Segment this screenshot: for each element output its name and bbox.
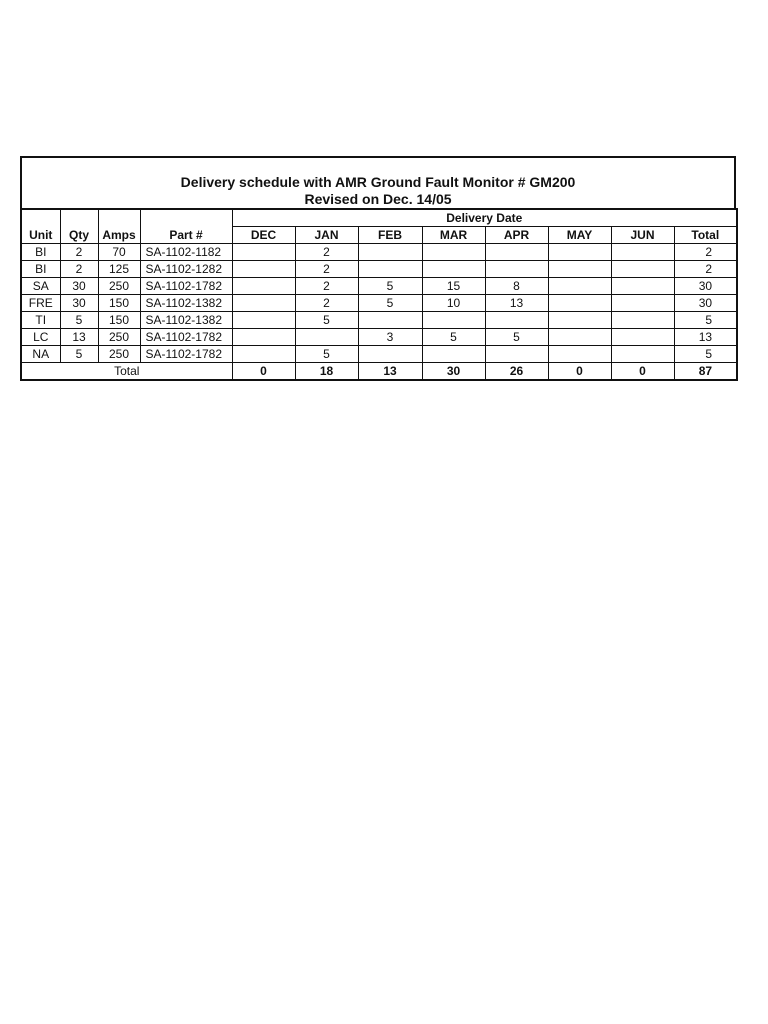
unit-cell: NA (21, 346, 60, 363)
month-cell: 2 (295, 295, 358, 312)
col-month-jun: JUN (611, 227, 674, 244)
month-total-cell: 30 (422, 363, 485, 381)
part-cell: SA-1102-1382 (140, 312, 232, 329)
part-cell: SA-1102-1182 (140, 244, 232, 261)
col-month-may: MAY (548, 227, 611, 244)
month-cell (232, 295, 295, 312)
amps-cell: 150 (98, 295, 140, 312)
amps-cell: 150 (98, 312, 140, 329)
unit-cell: SA (21, 278, 60, 295)
month-cell (611, 329, 674, 346)
month-cell (611, 346, 674, 363)
month-cell (548, 278, 611, 295)
col-month-dec: DEC (232, 227, 295, 244)
month-cell: 2 (295, 261, 358, 278)
month-cell (295, 329, 358, 346)
unit-cell: BI (21, 261, 60, 278)
month-cell (548, 261, 611, 278)
month-cell (611, 244, 674, 261)
month-cell: 2 (295, 244, 358, 261)
month-cell (611, 295, 674, 312)
month-cell (548, 295, 611, 312)
month-cell (232, 312, 295, 329)
month-cell (422, 312, 485, 329)
qty-cell: 2 (60, 261, 98, 278)
revised-date: Revised on Dec. 14/05 (20, 191, 736, 208)
table-row (21, 329, 737, 346)
col-month-feb: FEB (358, 227, 422, 244)
row-total-cell: 2 (674, 244, 737, 261)
col-unit: Unit (21, 209, 60, 244)
totals-label: Total (21, 363, 232, 381)
table-row (21, 244, 737, 261)
col-part: Part # (140, 209, 232, 244)
row-total-cell: 30 (674, 295, 737, 312)
month-cell: 5 (295, 346, 358, 363)
col-qty: Qty (60, 209, 98, 244)
part-cell: SA-1102-1782 (140, 278, 232, 295)
month-cell (422, 244, 485, 261)
month-cell (485, 312, 548, 329)
amps-cell: 250 (98, 346, 140, 363)
row-total-cell: 5 (674, 346, 737, 363)
amps-cell: 125 (98, 261, 140, 278)
month-cell (485, 346, 548, 363)
table-row (21, 278, 737, 295)
month-cell: 10 (422, 295, 485, 312)
col-month-jan: JAN (295, 227, 358, 244)
month-cell (358, 346, 422, 363)
month-cell: 15 (422, 278, 485, 295)
qty-cell: 5 (60, 346, 98, 363)
table-row (21, 295, 737, 312)
table-row (21, 261, 737, 278)
amps-cell: 250 (98, 329, 140, 346)
month-total-cell: 0 (548, 363, 611, 381)
delivery-schedule (20, 156, 736, 381)
unit-cell: FRE (21, 295, 60, 312)
month-cell: 5 (485, 329, 548, 346)
amps-cell: 250 (98, 278, 140, 295)
schedule-title: Delivery schedule with AMR Ground Fault Monitor # GM200 (180, 174, 576, 190)
month-cell (548, 244, 611, 261)
month-cell: 13 (485, 295, 548, 312)
month-cell (485, 261, 548, 278)
table-row (21, 312, 737, 329)
month-total-cell: 0 (611, 363, 674, 381)
month-cell (548, 346, 611, 363)
row-total-cell: 5 (674, 312, 737, 329)
qty-cell: 30 (60, 278, 98, 295)
month-cell: 5 (422, 329, 485, 346)
qty-cell: 30 (60, 295, 98, 312)
month-cell (358, 312, 422, 329)
part-cell: SA-1102-1782 (140, 329, 232, 346)
totals-row (21, 363, 737, 381)
schedule-title-box (20, 156, 736, 191)
month-cell (548, 329, 611, 346)
month-cell (232, 278, 295, 295)
col-month-mar: MAR (422, 227, 485, 244)
unit-cell: LC (21, 329, 60, 346)
month-cell (358, 261, 422, 278)
month-cell (548, 312, 611, 329)
month-total-cell: 18 (295, 363, 358, 381)
month-cell (232, 329, 295, 346)
row-total-cell: 13 (674, 329, 737, 346)
delivery-table (20, 208, 738, 381)
month-cell (422, 261, 485, 278)
unit-cell: BI (21, 244, 60, 261)
col-amps: Amps (98, 209, 140, 244)
qty-cell: 13 (60, 329, 98, 346)
row-total-cell: 30 (674, 278, 737, 295)
col-month-apr: APR (485, 227, 548, 244)
unit-cell: TI (21, 312, 60, 329)
month-cell: 5 (295, 312, 358, 329)
qty-cell: 2 (60, 244, 98, 261)
month-total-cell: 26 (485, 363, 548, 381)
month-cell: 5 (358, 278, 422, 295)
qty-cell: 5 (60, 312, 98, 329)
month-total-cell: 13 (358, 363, 422, 381)
month-cell: 3 (358, 329, 422, 346)
month-cell (358, 244, 422, 261)
header-row-group (21, 209, 737, 227)
month-cell (485, 244, 548, 261)
month-cell: 5 (358, 295, 422, 312)
col-total: Total (674, 227, 737, 244)
month-cell (232, 346, 295, 363)
month-cell (232, 261, 295, 278)
month-cell (611, 261, 674, 278)
delivery-date-header: Delivery Date (232, 209, 737, 227)
month-cell (232, 244, 295, 261)
month-cell: 8 (485, 278, 548, 295)
table-row (21, 346, 737, 363)
month-cell (611, 278, 674, 295)
month-cell (422, 346, 485, 363)
grand-total-cell: 87 (674, 363, 737, 381)
month-total-cell: 0 (232, 363, 295, 381)
part-cell: SA-1102-1282 (140, 261, 232, 278)
part-cell: SA-1102-1382 (140, 295, 232, 312)
part-cell: SA-1102-1782 (140, 346, 232, 363)
amps-cell: 70 (98, 244, 140, 261)
month-cell (611, 312, 674, 329)
month-cell: 2 (295, 278, 358, 295)
row-total-cell: 2 (674, 261, 737, 278)
